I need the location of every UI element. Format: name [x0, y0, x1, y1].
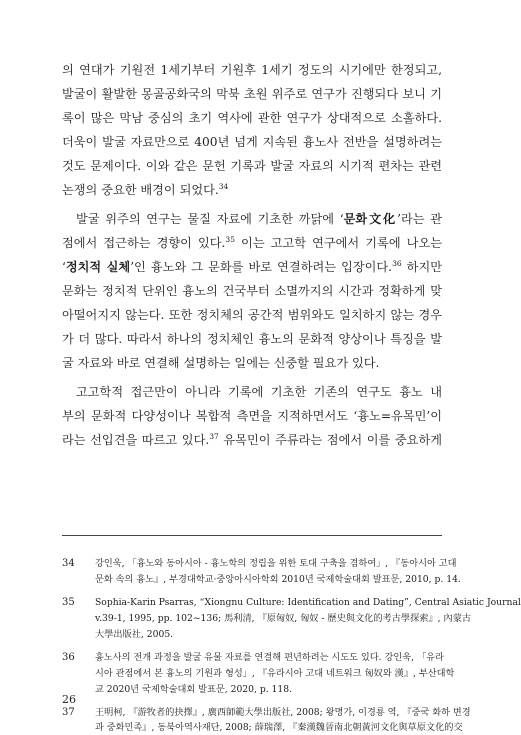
footnote-divider — [62, 535, 442, 536]
footnote-number: 36 — [62, 652, 75, 663]
body-line: 고고학적 접근만이 아니라 기록에 기초한 기존의 연구도 흉노 내 — [76, 385, 442, 399]
footnote-number: 35 — [62, 597, 75, 608]
body-line: 문화는 정치적 단위인 흉노의 건국부터 소멸까지의 시간과 정확하게 맞 — [62, 284, 442, 298]
body-line: 부의 문화적 다양성이나 복합적 측면을 지적하면서도 ‘흉노=유목민’이 — [62, 409, 442, 423]
footnote-line: 흉노사의 전개 과정을 발굴 유물 자료를 연결해 편년하려는 시도도 있다. 강인욱, 「유라 — [95, 652, 444, 663]
footnote-line: 大學出版社, 2005. — [95, 629, 174, 640]
body-line: 더욱이 발굴 자료만으로 400년 넘게 지속된 흉노사 전반을 설명하려는 — [62, 135, 442, 149]
body-line: 논쟁의 중요한 배경이 되었다.$^{34}$ — [62, 182, 229, 197]
footnote-number: 37 — [62, 707, 75, 718]
page-number: 26 — [62, 693, 76, 706]
footnote-line: 문화 속의 흉노』, 부경대학교·중앙아시아학회 2010년 국제학술대회 발표문, 2010, p. 14. — [95, 574, 461, 585]
footnote-ref: 34 — [218, 182, 229, 191]
bold-term: 문화文化 — [343, 212, 398, 226]
body-line: 것도 문제이다. 이와 같은 문헌 기록과 발굴 자료의 시기적 편차는 관련 — [62, 159, 442, 173]
body-line: ‘정치적 실체’인 흉노와 그 문화를 바로 연결하려는 입장이다.$^{36}$ 하지만 — [62, 259, 442, 274]
footnote-ref: 37 — [209, 432, 219, 441]
body-line: 아떨어지지 않는다. 또한 정치체의 공간적 범위와도 일치하지 않는 경우 — [62, 308, 442, 322]
body-line: 점에서 접근하는 경향이 있다.$^{35}$ 이는 고고학 연구에서 기록에 나오는 — [62, 235, 442, 250]
footnote-line: 王明柯, 『游牧者的抉擇』, 廣西師範大學出版社, 2008; 왕명가, 이경룡 역, 『중국 화하 변경 — [95, 707, 471, 718]
body-line: 굴 자료와 바로 연결해 설명하는 일에는 신중할 필요가 있다. — [62, 356, 380, 370]
body-line: 의 연대가 기원전 1세기부터 기원후 1세기 정도의 시기에만 한정되고, — [62, 63, 442, 77]
footnote-ref: 35 — [225, 235, 235, 244]
body-line: 록이 많은 막남 중심의 초기 역사에 관한 연구가 상대적으로 소홀하다. — [62, 111, 442, 125]
body-line: 가 더 많다. 따라서 하나의 정치체인 흉노의 문화적 양상이나 특징을 발 — [62, 332, 442, 346]
footnote-line: 강인욱, 「흉노와 동아시아 - 흉노학의 정립을 위한 토대 구축을 겸하여」, 『동아시아 고대 — [95, 558, 457, 569]
footnote-number: 34 — [62, 558, 75, 569]
bold-term: 정치적 실체 — [65, 260, 131, 274]
footnote-ref: 36 — [392, 259, 402, 268]
body-line: 라는 선입견을 따르고 있다.$^{37}$ 유목민이 주류라는 점에서 이를 중요하게 — [62, 432, 442, 447]
footnote-line: 교 2020년 국제학술대회 발표문, 2020, p. 118. — [95, 684, 293, 695]
footnote-line: 시아 관점에서 본 흉노의 기원과 형성」, 『유라시아 고대 네트워크 匈奴와 漢』, 부산대학 — [95, 668, 455, 679]
footnote-line: Sophia-Karin Psarras, “Xiongnu Culture: Identification and Dating”, Central Asiatic Journal — [95, 597, 521, 608]
footnote-line: v.39-1, 1995, pp. 102~136; 馬利清, 『原匈奴, 匈奴 - 歷史與文化的考古學探索』, 內蒙古 — [95, 613, 472, 624]
body-line: 발굴 위주의 연구는 물질 자료에 기초한 까닭에 ‘문화文化’라는 관 — [76, 212, 442, 226]
footnote-line: 과 중화민족』, 동북아역사재단, 2008; 薛瑞澤, 『秦漢魏晉南北朝黃河文化與草原文化的交 — [95, 722, 463, 733]
body-line: 발굴이 활발한 몽골공화국의 막북 초원 위주로 연구가 진행되다 보니 기 — [62, 87, 442, 101]
